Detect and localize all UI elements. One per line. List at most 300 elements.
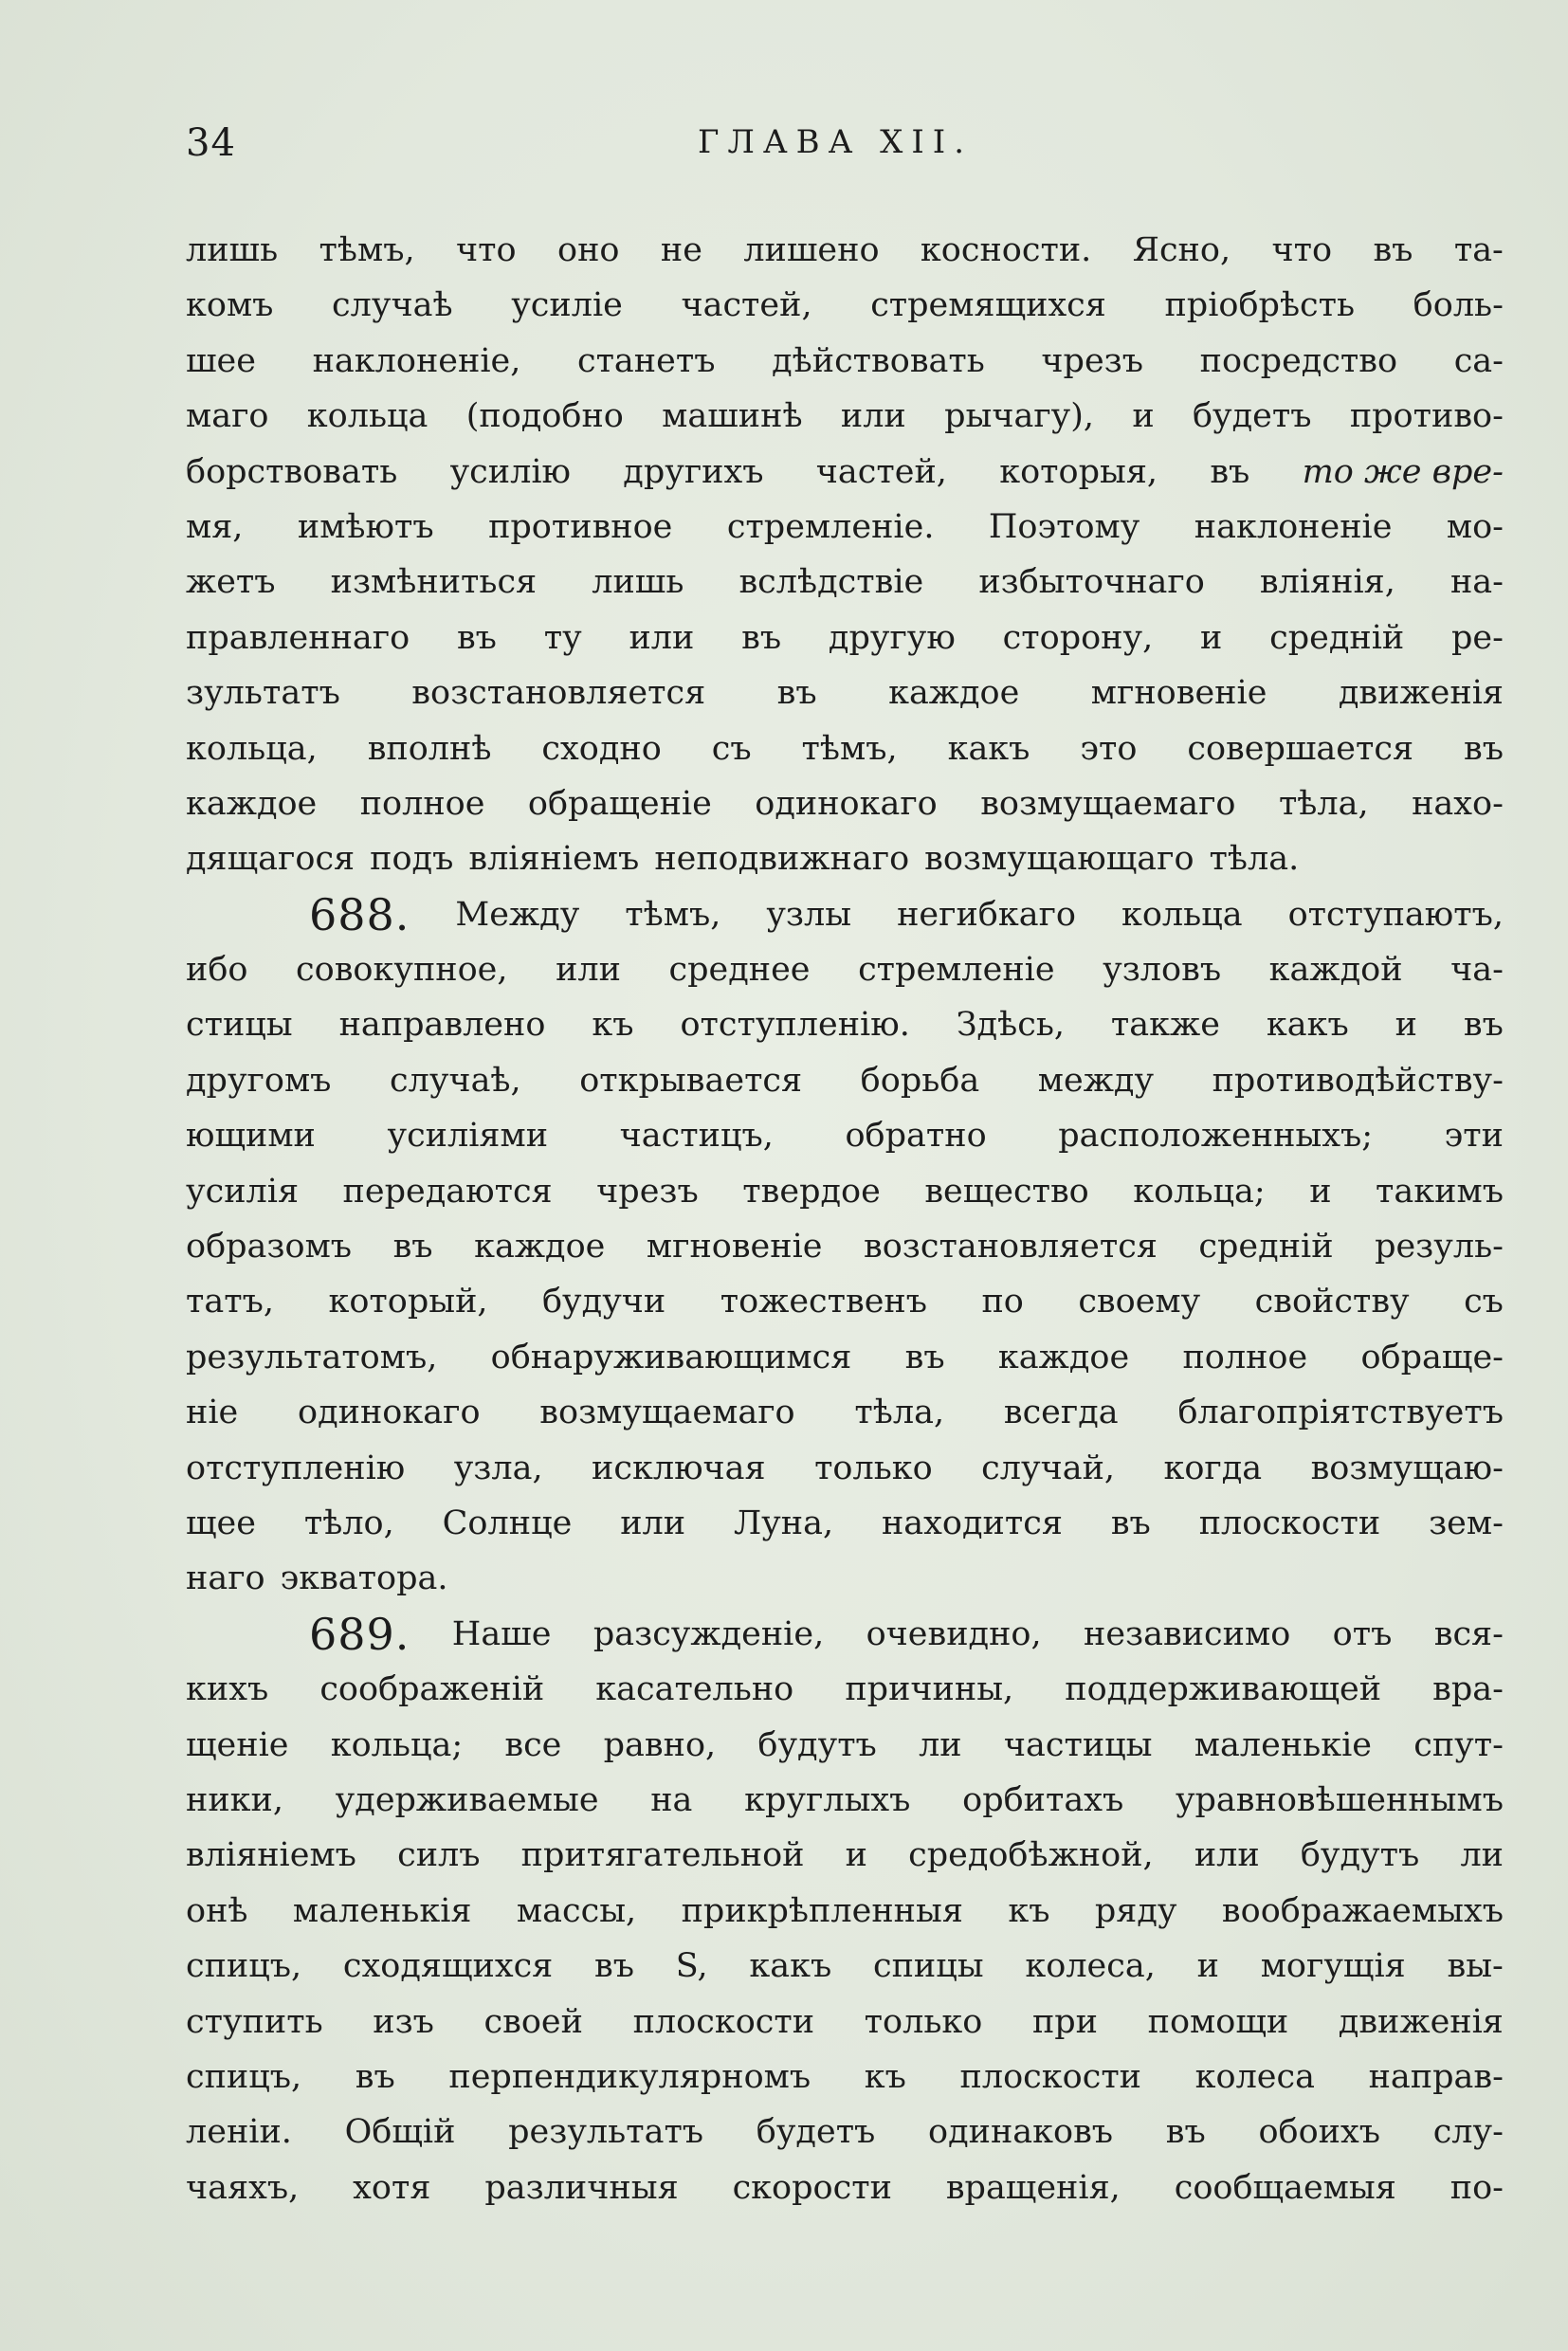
word: вліянія, [1259,563,1395,602]
word: Общій [344,2113,456,2152]
word: массы, [516,1891,637,1930]
word: усиліе [511,286,623,325]
word: съ [1464,1283,1504,1321]
word: стремленіе [858,951,1055,990]
word: другомъ [186,1061,332,1100]
text-line [186,2160,1504,2215]
word: притягательной [520,1836,805,1875]
word: наклоненіе, [312,341,521,380]
word: помощи [1147,2002,1289,2041]
word: одинаковъ [928,2113,1114,2152]
word: татъ, [186,1283,274,1321]
word: борствовать [186,452,398,491]
word: ники, [186,1780,283,1819]
word: борьба [860,1061,980,1100]
word: случаѣ [332,286,453,325]
word: очевидно, [866,1614,1042,1653]
word: узловъ [1103,951,1222,990]
word: боль- [1413,286,1504,325]
word: въ [741,618,782,657]
word: наго [186,1559,265,1598]
text-line [186,1385,1504,1440]
word: только [864,2002,983,2041]
word: случай, [981,1449,1116,1487]
text-line [186,555,1504,610]
word: ли [1460,1836,1504,1875]
word: сторону, [1002,618,1154,657]
word: щеніе [186,1725,289,1764]
word: какъ [947,729,1030,768]
word: Ясно, [1132,231,1231,269]
word: маго [186,397,269,436]
word: не [660,231,702,269]
text-line [186,721,1504,776]
page-header [186,121,1513,178]
word: и [845,1836,867,1875]
word: косности. [920,231,1092,269]
word: спицъ, [186,1947,302,1986]
word: вы- [1447,1947,1504,1986]
word: чрезъ [596,1172,699,1211]
word: поддерживающей [1065,1670,1382,1709]
word: средній [1269,618,1405,657]
word: неподвижнаго [654,840,910,879]
text-line [186,1053,1504,1108]
word: сходно [541,729,662,768]
word: касательно [595,1670,794,1709]
word: негибкаго [897,895,1077,934]
word: и [1196,1947,1219,1986]
word: ющими [186,1117,316,1156]
word: зем- [1429,1504,1504,1542]
word: частей, [681,286,812,325]
word: который, [328,1283,488,1321]
word: плоскости [1198,1504,1381,1542]
word: колеса [1194,2057,1315,2096]
section-number: 688. [309,888,410,940]
word: вполнѣ [367,729,492,768]
word: ли [919,1725,962,1764]
word: будетъ [756,2113,876,2152]
word: только [814,1449,933,1487]
word: въ [1463,1006,1504,1045]
word: мгновеніе [1090,674,1267,713]
word: оно [557,231,620,269]
word: движенія [1338,674,1504,713]
word: частицъ, [619,1117,774,1156]
text-line [186,1219,1504,1274]
word: когда [1163,1449,1263,1487]
word: всегда [1003,1394,1119,1432]
word: вращенія, [945,2168,1121,2207]
word: Поэтому [988,507,1140,546]
word: Здѣсь, [956,1006,1065,1045]
word: правленнаго [186,618,410,657]
word: въ [1110,1504,1151,1542]
word: какъ [749,1947,832,1986]
word: полное [1182,1338,1308,1376]
word: на- [1449,563,1504,602]
word: Между [455,895,580,934]
word: обнаруживающимся [490,1338,852,1376]
word: отступаютъ, [1287,895,1504,934]
word: все [504,1725,562,1764]
word: или [1194,1836,1260,1875]
word: обратно [845,1117,987,1156]
word: мо- [1446,507,1504,546]
word: частей, [815,452,947,491]
word: избыточнаго [978,563,1205,602]
word: усилію [449,452,571,491]
word: комъ [186,286,274,325]
word: направлено [338,1006,546,1045]
text-line [186,831,1504,886]
word: тѣмъ, [625,895,721,934]
word: будучи [541,1283,666,1321]
word: по- [1449,2168,1504,2207]
word: совокупное, [296,951,508,990]
word: передаются [342,1172,553,1211]
text-line [186,1108,1504,1163]
word: дящагося [186,840,356,879]
word: маленькія [292,1891,472,1930]
word: вліяніемъ [468,840,640,879]
word: свойству [1254,1283,1410,1321]
italic-phrase: то же вре- [1302,452,1504,491]
word: жетъ [186,563,276,602]
word: круглыхъ [744,1780,911,1819]
word: станетъ [576,341,716,380]
word: каждое [474,1228,606,1267]
text-line [186,1718,1504,1773]
word: ча- [1450,951,1504,990]
word: та- [1453,231,1504,269]
word: са- [1453,341,1504,380]
word: ре- [1451,618,1504,657]
text-line [186,334,1504,389]
word: шее [186,341,256,380]
text-line [186,1662,1504,1717]
word: усиліями [387,1117,549,1156]
word: прикрѣпленныя [681,1891,963,1930]
word: благопріятствуетъ [1177,1394,1504,1432]
word: одинокаго [755,784,938,823]
word: расположенныхъ; [1058,1117,1374,1156]
word: слу- [1432,2113,1504,2152]
word: противодѣйству- [1212,1061,1504,1100]
word: спицы [873,1947,984,1986]
word: также [1110,1006,1220,1045]
word: спут- [1413,1725,1504,1764]
word: сообщаемыя [1174,2168,1396,2207]
text-line [186,942,1504,997]
word: причины, [845,1670,1014,1709]
word: противо- [1349,397,1504,436]
word: тѣло, [303,1504,394,1542]
word: кольца; [1133,1172,1266,1211]
word: могущія [1260,1947,1406,1986]
text-line [186,500,1504,555]
word: перпендикулярномъ [448,2057,811,2096]
word: резуль- [1375,1228,1504,1267]
text-line [186,1607,1504,1662]
word: тѣмъ, [801,729,898,768]
word: отъ [1332,1614,1393,1653]
text-line [186,1551,1504,1606]
word: подъ [370,840,454,879]
word: и [1309,1172,1332,1211]
text-line [186,2050,1504,2105]
word: Наше [451,1614,552,1653]
word: по [981,1283,1024,1321]
word: возмущаемаго [539,1394,795,1432]
word: различныя [484,2168,679,2207]
word: тѣла. [1209,840,1300,879]
word: плоскости [632,2002,815,2041]
word: или [840,397,906,436]
word: другихъ [623,452,764,491]
word: исключая [592,1449,766,1487]
word: совершается [1187,729,1414,768]
word: кихъ [186,1670,269,1709]
word: будетъ [1192,397,1312,436]
word: рычагу), [944,397,1095,436]
word: и [1200,618,1223,657]
section-number: 689. [309,1608,410,1660]
word: вслѣдствіе [738,563,924,602]
word: направ- [1368,2057,1504,2096]
word: соображеній [319,1670,545,1709]
word: кольца, [186,729,318,768]
word: возмущаемаго [980,784,1236,823]
word: случаѣ, [390,1061,521,1100]
word: орбитахъ [962,1780,1124,1819]
word: своей [483,2002,583,2041]
word: машинѣ [662,397,803,436]
word: которыя, [999,452,1158,491]
word: каждой [1268,951,1403,990]
word: частицы [1003,1725,1153,1764]
word: при [1031,2002,1099,2041]
word: кольца [1121,895,1243,934]
word: полное [359,784,485,823]
word: въ [904,1338,945,1376]
text-line [186,1441,1504,1496]
word: каждое [997,1338,1130,1376]
word: такимъ [1376,1172,1504,1211]
word: (подобно [465,397,624,436]
word: усилія [186,1172,300,1211]
word: въ [594,1947,634,1986]
word: находится [881,1504,1063,1542]
word: въ [1210,452,1250,491]
word: колеса, [1025,1947,1156,1986]
word: возстановляется [864,1228,1158,1267]
text-line [186,1330,1504,1385]
word: тожественъ [720,1283,928,1321]
word: ніе [186,1394,239,1432]
word: будутъ [757,1725,877,1764]
word: отступленію. [680,1006,910,1045]
word: возстановляется [411,674,706,713]
word: противное [488,507,673,546]
word: вещество [924,1172,1089,1211]
word: къ [592,1006,634,1045]
word: открывается [579,1061,803,1100]
word: возмущаю- [1310,1449,1504,1487]
word: вліяніемъ [186,1836,356,1875]
word: эти [1444,1117,1504,1156]
word: нахо- [1412,784,1504,823]
word: удерживаемые [335,1780,599,1819]
word: лишь [186,231,279,269]
word: или [620,1504,686,1542]
word: воображаемыхъ [1221,1891,1504,1930]
word: узла, [453,1449,543,1487]
word: съ [711,729,752,768]
running-head: ГЛАВА XII. [698,123,974,161]
word: зультатъ [186,674,340,713]
word: что [1271,231,1333,269]
word: обраще- [1360,1338,1504,1376]
word: уравновѣшеннымъ [1175,1780,1504,1819]
word: силъ [397,1836,481,1875]
word: и [1395,1006,1417,1045]
word: разсужденіе, [593,1614,825,1653]
text-line [186,223,1504,278]
word: стремленіе. [726,507,935,546]
word: средній [1198,1228,1334,1267]
word: среднее [668,951,811,990]
word: твердое [742,1172,881,1211]
word: средобѣжной, [908,1836,1154,1875]
word: ряду [1094,1891,1177,1930]
word: въ [392,1228,433,1267]
word: кольца; [330,1725,464,1764]
word: въ [776,674,817,713]
word: щее [186,1504,256,1542]
text-line [186,1773,1504,1828]
word: образомъ [186,1228,353,1267]
word: въ [355,2057,395,2096]
word: посредство [1199,341,1398,380]
word: въ [456,618,497,657]
word: результатъ [508,2113,704,2152]
word: какъ [1266,1006,1349,1045]
word: къ [1008,1891,1050,1930]
body-text [186,223,1504,2215]
word: экватора. [280,1559,448,1598]
word: вра- [1432,1670,1504,1709]
text-line [186,1884,1504,1939]
word: спицъ, [186,2057,302,2096]
word: въ [1165,2113,1206,2152]
word: мя, [186,507,244,546]
text-line [186,997,1504,1052]
text-line [186,278,1504,333]
word: возмущающаго [924,840,1194,879]
word: сходящихся [342,1947,554,1986]
text-line [186,887,1504,942]
word: дѣйствовать [772,341,985,380]
word: и [1132,397,1155,436]
word: чрезъ [1041,341,1144,380]
word: изъ [373,2002,434,2041]
text-line [186,1828,1504,1883]
word: обоихъ [1258,2113,1381,2152]
text-line [186,389,1504,444]
word: обращеніе [527,784,712,823]
word: или [629,618,695,657]
word: каждое [888,674,1020,713]
word: другую [828,618,956,657]
word: скорости [732,2168,892,2207]
word: наклоненіе [1194,507,1393,546]
word: одинокаго [298,1394,481,1432]
word: тѣла, [1278,784,1369,823]
word: независимо [1084,1614,1291,1653]
word: измѣниться [330,563,538,602]
text-line [186,611,1504,665]
word: онѣ [186,1891,248,1930]
text-line [186,1496,1504,1551]
word: чаяхъ, [186,2168,300,2207]
word: пріобрѣсть [1164,286,1356,325]
word: въ [1373,231,1413,269]
word: мгновеніе [646,1228,823,1267]
word: S, [675,1947,708,1986]
word: что [456,231,517,269]
word: въ [1463,729,1504,768]
text-line [186,1274,1504,1329]
text-line [186,776,1504,831]
word: къ [864,2057,906,2096]
word: лишь [592,563,684,602]
word: движенія [1338,2002,1504,2041]
word: каждое [186,784,318,823]
word: лишено [743,231,880,269]
word: между [1037,1061,1155,1100]
text-line [186,1939,1504,1994]
word: тѣмъ, [319,231,415,269]
text-line [186,1164,1504,1219]
word: Солнце [442,1504,573,1542]
word: маленькіе [1194,1725,1372,1764]
word: будутъ [1300,1836,1420,1875]
word: равно, [603,1725,717,1764]
text-line [186,665,1504,720]
word: стицы [186,1006,293,1045]
text-line [186,445,1504,500]
word: результатомъ, [186,1338,438,1376]
word: леніи. [186,2113,292,2152]
word: отступленію [186,1449,406,1487]
word: ибо [186,951,248,990]
text-line [186,2105,1504,2160]
word: кольца [306,397,428,436]
word: своему [1078,1283,1201,1321]
word: вся- [1433,1614,1504,1653]
word: тѣла, [854,1394,945,1432]
word: ступить [186,2002,323,2041]
word: или [556,951,621,990]
word: на [650,1780,693,1819]
word: это [1080,729,1138,768]
word: ту [543,618,582,657]
text-line [186,1995,1504,2050]
word: имѣютъ [297,507,434,546]
word: стремящихся [870,286,1106,325]
